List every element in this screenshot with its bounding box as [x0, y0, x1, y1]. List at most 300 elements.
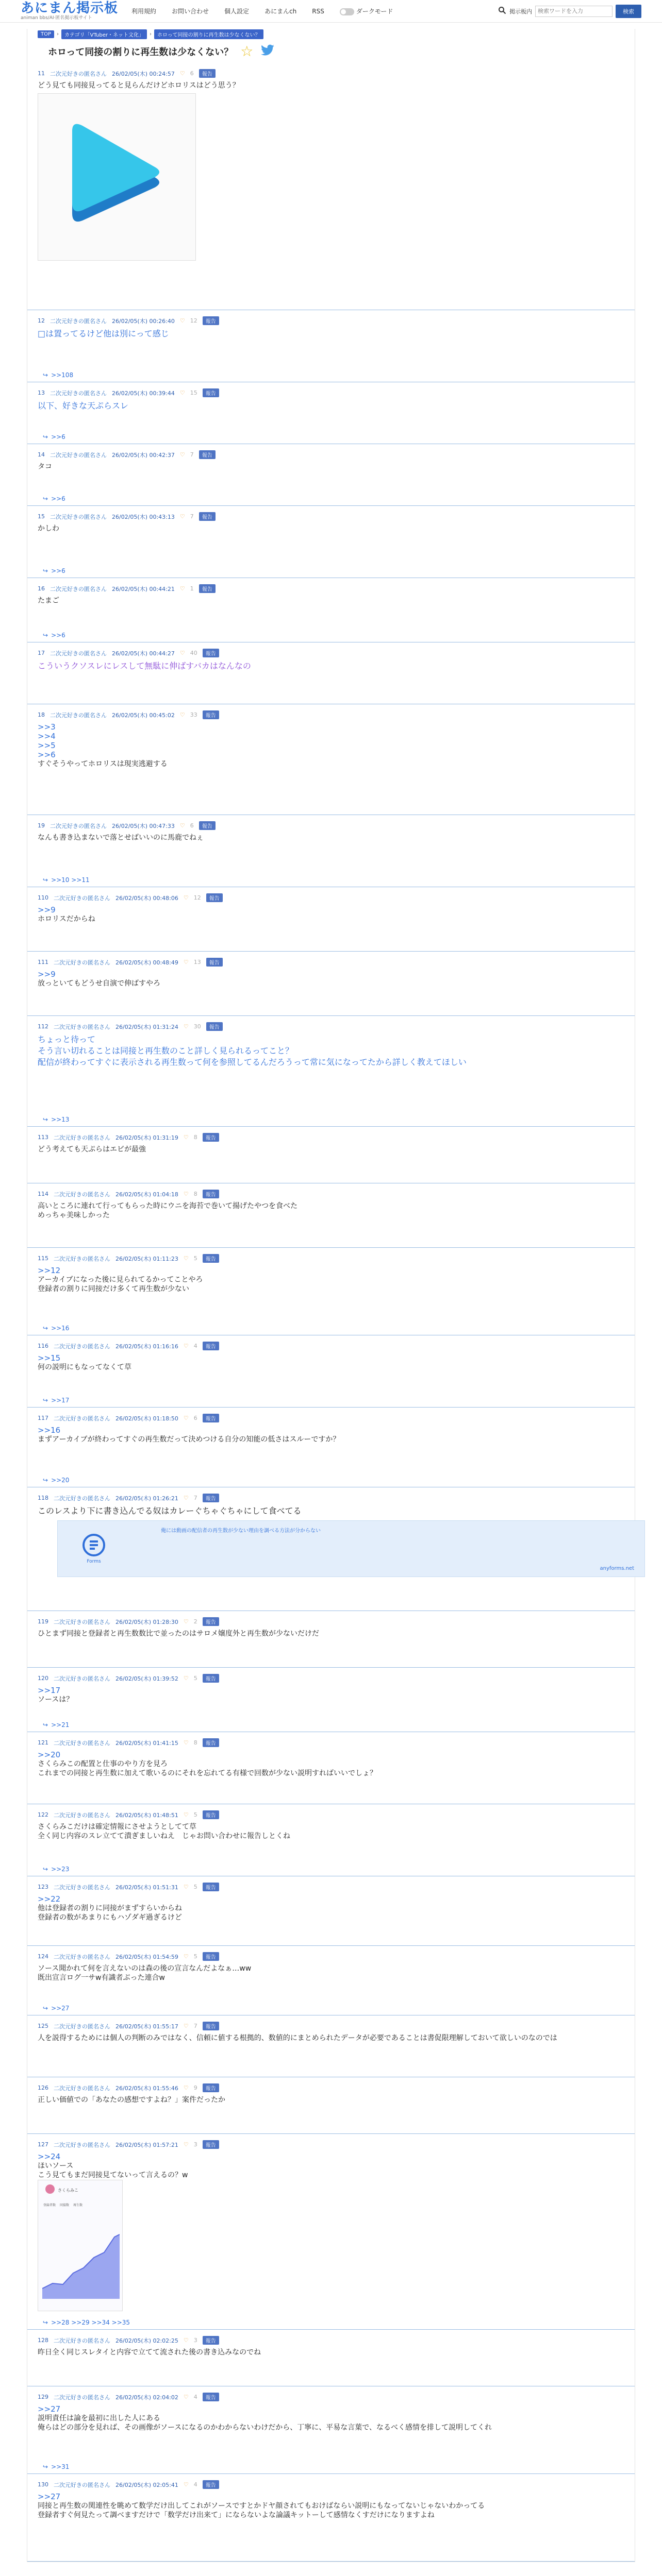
report-button[interactable]: 報告: [199, 821, 216, 830]
report-button[interactable]: 報告: [203, 1133, 219, 1142]
like-count: 30: [193, 1023, 201, 1030]
report-button[interactable]: 報告: [203, 1617, 219, 1626]
post-author: 二次元好きの匿名さん: [54, 1255, 110, 1262]
post-text-line: 昨日全く同じスレタイと内容で立てて流された後の書き込みなのでね: [38, 2348, 261, 2357]
search-button[interactable]: 検索: [616, 5, 641, 18]
post-date: 26/02/05(木) 00:48:49: [115, 959, 178, 966]
like-count: 3: [193, 2337, 197, 2344]
post-header: [38, 382, 635, 397]
reply-links: [43, 1721, 69, 1728]
report-button[interactable]: 報告: [206, 1022, 223, 1031]
reply-links: [43, 371, 73, 379]
post-text-line: どう考えても天ぷらはエビが最強: [38, 1145, 146, 1154]
reply-links: [43, 495, 65, 502]
post-text-line: ホロリスだからね: [38, 915, 95, 923]
reply-anchor-link[interactable]: >>9: [38, 970, 56, 979]
reply-links: [43, 1477, 69, 1484]
post-text-line: 全く同じ内容のスレ立てて潰ぎましいねえ じゃお問い合わせに報告しとくね: [38, 1832, 290, 1840]
post-item: [27, 1876, 635, 1946]
reply-links: [43, 1866, 69, 1873]
site-logo[interactable]: [21, 2, 118, 21]
like-count: 4: [193, 2481, 197, 2488]
reply-links: [43, 632, 65, 639]
reply-link[interactable]: >>6: [51, 495, 65, 502]
post-date: 26/02/05(木) 01:18:50: [115, 1415, 178, 1422]
post-number[interactable]: 126: [38, 2084, 48, 2091]
reply-arrow-icon: ↪: [43, 2463, 48, 2470]
post-header: [38, 506, 635, 521]
reply-arrow-icon: ↪: [43, 632, 48, 639]
post-item: [27, 1668, 635, 1732]
post-author: 二次元好きの匿名さん: [50, 451, 107, 459]
like-heart-icon[interactable]: ♡: [183, 1191, 189, 1197]
like-heart-icon[interactable]: ♡: [183, 1811, 189, 1818]
like-heart-icon[interactable]: ♡: [183, 1255, 189, 1262]
post-body: [38, 2149, 635, 2311]
post-number[interactable]: 17: [38, 650, 45, 656]
report-button[interactable]: 報告: [206, 958, 223, 967]
reply-arrow-icon: ↪: [43, 433, 48, 440]
report-button[interactable]: 報告: [203, 2022, 219, 2030]
search-scope-label: 掲示板内: [509, 8, 532, 15]
reply-arrow-icon: ↪: [43, 1397, 48, 1404]
reply-link[interactable]: >>13: [51, 1116, 70, 1123]
post-number[interactable]: 122: [38, 1811, 48, 1818]
post-body: [38, 902, 635, 924]
post-text-line: こういうクソスレにレスして無駄に伸ばすバカはなんなの: [38, 661, 251, 671]
like-heart-icon[interactable]: ♡: [183, 2084, 189, 2091]
like-heart-icon[interactable]: ♡: [183, 1953, 189, 1960]
report-button[interactable]: 報告: [199, 512, 216, 521]
nav-settings[interactable]: 個人設定: [224, 8, 250, 15]
report-button[interactable]: 報告: [203, 710, 219, 719]
post-author: 二次元好きの匿名さん: [54, 2337, 110, 2344]
post-item: [27, 1611, 635, 1668]
report-button[interactable]: 報告: [203, 2336, 219, 2345]
post-number[interactable]: 116: [38, 1343, 48, 1349]
like-heart-icon[interactable]: ♡: [183, 1134, 189, 1141]
post-number[interactable]: 117: [38, 1415, 48, 1421]
like-heart-icon[interactable]: ♡: [183, 1618, 189, 1625]
reply-arrow-icon: ↪: [43, 1477, 48, 1484]
breadcrumb-category[interactable]: カテゴリ「VTuber・ネット文化」: [61, 29, 147, 39]
post-header: [38, 815, 635, 830]
post-body: [38, 1626, 635, 1638]
post-body: [38, 1683, 635, 1704]
like-count: 33: [190, 711, 197, 718]
search-input[interactable]: [535, 6, 613, 17]
like-heart-icon[interactable]: ♡: [183, 2141, 189, 2148]
reply-arrow-icon: ↪: [43, 1866, 48, 1873]
forms-logo-icon: [68, 1525, 120, 1572]
like-heart-icon[interactable]: ♡: [183, 2023, 189, 2029]
like-count: 8: [193, 1134, 197, 1141]
post-number[interactable]: 120: [38, 1675, 48, 1682]
post-date: 26/02/05(木) 01:41:15: [115, 1739, 178, 1747]
post-text-line: こう見てもまだ同接見てないって言えるの？w: [38, 2171, 188, 2179]
post-body: [38, 1198, 635, 1220]
card-icon-label: Forms: [87, 1559, 101, 1564]
post-body: [38, 2345, 635, 2357]
post-text-line: 何の説明にもなってなくて草: [38, 1363, 131, 1371]
reply-link[interactable]: >>6: [51, 567, 65, 574]
post-header: [38, 310, 635, 325]
reply-links: [43, 567, 65, 574]
thread-container: [27, 29, 635, 2562]
like-count: 8: [193, 1191, 197, 1197]
post-body: [38, 78, 635, 261]
like-heart-icon[interactable]: ♡: [183, 1415, 189, 1421]
post-number[interactable]: 115: [38, 1255, 48, 1262]
post-item: [27, 952, 635, 1016]
report-button[interactable]: 報告: [203, 2393, 219, 2401]
post-number[interactable]: 11: [38, 70, 45, 77]
post-header: [38, 2015, 635, 2030]
page-title: ホロって同接の割りに再生数は少なくない？: [48, 47, 234, 58]
post-number[interactable]: 125: [38, 2023, 48, 2029]
post-date: 26/02/05(木) 01:04:18: [115, 1191, 178, 1198]
report-button[interactable]: 報告: [199, 584, 216, 593]
reply-anchor-link[interactable]: >>9: [38, 905, 56, 914]
post-body: [38, 1142, 635, 1154]
report-button[interactable]: 報告: [203, 1738, 219, 1747]
reply-arrow-icon: ↪: [43, 1116, 48, 1123]
post-date: 26/02/05(木) 01:48:51: [115, 1811, 178, 1819]
post-date: 26/02/05(木) 02:04:02: [115, 2394, 178, 2401]
like-count: 5: [193, 1255, 197, 1262]
report-button[interactable]: 報告: [203, 316, 219, 325]
report-button[interactable]: 報告: [203, 1254, 219, 1263]
post-number[interactable]: 12: [38, 317, 45, 324]
report-button[interactable]: 報告: [206, 893, 223, 902]
post-number[interactable]: 121: [38, 1739, 48, 1746]
post-number[interactable]: 113: [38, 1134, 48, 1141]
logo-text: あにまん掲示板: [21, 1, 119, 16]
post-body: [38, 1819, 635, 1841]
like-count: 7: [190, 451, 194, 458]
like-count: 6: [190, 822, 194, 829]
post-text-line: ソースは？: [38, 1696, 74, 1704]
report-button[interactable]: 報告: [203, 388, 219, 397]
like-heart-icon[interactable]: ♡: [183, 2337, 189, 2344]
reply-arrow-icon: ↪: [43, 2319, 48, 2326]
post-date: 26/02/05(木) 01:51:31: [115, 1884, 178, 1891]
like-heart-icon[interactable]: ♡: [179, 389, 185, 396]
post-item: [27, 1487, 635, 1611]
like-heart-icon[interactable]: ♡: [183, 2481, 189, 2488]
post-author: 二次元好きの匿名さん: [54, 2084, 110, 2092]
search-icon: [498, 6, 506, 16]
post-text-line: タコ: [38, 463, 52, 471]
post-item: [27, 1183, 635, 1248]
post-text-line: どう見ても同接見ってると見らんだけどホロリスはどう思う？: [38, 81, 240, 90]
dark-mode-toggle[interactable]: [340, 7, 393, 15]
report-button[interactable]: 報告: [203, 1674, 219, 1683]
post-header: [38, 1248, 635, 1263]
post-header: [38, 1183, 635, 1198]
like-heart-icon[interactable]: ♡: [183, 1675, 189, 1682]
twitter-bird-icon[interactable]: [260, 44, 275, 59]
play-logo-icon: [58, 110, 176, 244]
post-number[interactable]: 114: [38, 1191, 48, 1197]
like-heart-icon[interactable]: ♡: [183, 1023, 189, 1030]
reply-anchor-link[interactable]: >>27: [38, 2492, 61, 2501]
report-button[interactable]: 報告: [203, 649, 219, 657]
toggle-switch-icon: [340, 8, 354, 15]
reply-links: [43, 2463, 69, 2470]
post-author: 二次元好きの匿名さん: [54, 1495, 110, 1502]
post-image[interactable]: [38, 93, 196, 261]
post-number[interactable]: 124: [38, 1953, 48, 1960]
reply-link[interactable]: >>10 >>11: [51, 876, 90, 884]
post-number[interactable]: 13: [38, 389, 45, 396]
breadcrumb-thread[interactable]: ホロって同接の割りに再生数は少なくない？: [154, 29, 263, 39]
post-header: [38, 1016, 635, 1031]
post-body: [38, 2092, 635, 2105]
reply-anchor-link[interactable]: >>12: [38, 1266, 61, 1275]
like-heart-icon[interactable]: ♡: [179, 650, 185, 656]
report-button[interactable]: 報告: [203, 1494, 219, 1502]
post-number[interactable]: 127: [38, 2141, 48, 2148]
report-button[interactable]: 報告: [203, 1342, 219, 1350]
post-date: 26/02/05(木) 01:26:21: [115, 1495, 178, 1502]
reply-link[interactable]: >>31: [51, 2463, 70, 2470]
post-date: 26/02/05(木) 01:11:23: [115, 1255, 178, 1262]
post-body: [38, 521, 635, 533]
like-count: 7: [193, 1495, 197, 1501]
like-count: 7: [193, 2023, 197, 2029]
post-author: 二次元好きの匿名さん: [50, 389, 107, 397]
post-text-line: さくらみこの配置と仕事のやり方を見ろ: [38, 1760, 168, 1768]
reply-anchor-link[interactable]: >>6: [38, 750, 56, 759]
post-item: [27, 1408, 635, 1487]
post-number[interactable]: 129: [38, 2394, 48, 2400]
post-number[interactable]: 15: [38, 513, 45, 520]
like-heart-icon[interactable]: ♡: [179, 451, 185, 458]
post-body: [38, 2489, 635, 2520]
post-body: [38, 459, 635, 471]
report-button[interactable]: 報告: [203, 2140, 219, 2149]
post-date: 26/02/05(木) 01:54:59: [115, 1953, 178, 1960]
like-heart-icon[interactable]: ♡: [179, 317, 185, 324]
post-body: [38, 719, 635, 769]
like-heart-icon[interactable]: ♡: [179, 585, 185, 592]
post-author: 二次元好きの匿名さん: [54, 1953, 110, 1960]
reply-arrow-icon: ↪: [43, 2005, 48, 2012]
post-body: [38, 1263, 635, 1294]
post-body: [38, 1502, 635, 1517]
post-item: [27, 63, 635, 310]
reply-anchor-link[interactable]: >>16: [38, 1426, 61, 1435]
reply-link[interactable]: >>28 >>29 >>34 >>35: [51, 2319, 130, 2326]
post-item: [27, 642, 635, 704]
report-button[interactable]: 報告: [203, 2083, 219, 2092]
reply-anchor-link[interactable]: >>15: [38, 1353, 61, 1363]
like-count: 6: [193, 1415, 197, 1421]
reply-link[interactable]: >>21: [51, 1721, 70, 1728]
post-date: 26/02/05(木) 02:05:41: [115, 2481, 178, 2488]
post-number[interactable]: 123: [38, 1884, 48, 1890]
post-text-line: めっちゃ美味しかった: [38, 1211, 110, 1219]
post-body: [38, 1747, 635, 1778]
post-date: 26/02/05(木) 00:45:02: [112, 711, 175, 719]
post-item: [27, 2474, 635, 2562]
like-heart-icon[interactable]: ♡: [179, 822, 185, 829]
post-item: [27, 887, 635, 952]
post-header: [38, 2077, 635, 2092]
post-header: [38, 704, 635, 719]
post-number[interactable]: 18: [38, 711, 45, 718]
main-nav: [131, 7, 393, 15]
reply-anchor-link[interactable]: >>20: [38, 1750, 61, 1759]
post-number[interactable]: 118: [38, 1495, 48, 1501]
reply-anchor-link[interactable]: >>22: [38, 1894, 61, 1904]
like-count: 40: [190, 650, 197, 656]
post-body: [38, 325, 635, 340]
like-heart-icon[interactable]: ♡: [183, 1343, 189, 1349]
post-body: [38, 593, 635, 605]
report-button[interactable]: 報告: [203, 1414, 219, 1422]
like-heart-icon[interactable]: ♡: [179, 70, 185, 77]
reply-anchor-link[interactable]: >>17: [38, 1686, 61, 1695]
report-button[interactable]: 報告: [199, 69, 216, 78]
post-author: 二次元好きの匿名さん: [50, 585, 107, 592]
post-text-line: 放っといてもどうせ自演で伸ばすやろ: [38, 979, 160, 988]
reply-link[interactable]: >>27: [51, 2005, 70, 2012]
post-number[interactable]: 119: [38, 1618, 48, 1625]
post-date: 26/02/05(木) 00:44:21: [112, 585, 175, 592]
like-count: 1: [190, 585, 194, 592]
post-number[interactable]: 19: [38, 822, 45, 829]
like-heart-icon[interactable]: ♡: [183, 2394, 189, 2400]
post-date: 26/02/05(木) 00:44:27: [112, 650, 175, 657]
reply-anchor-link[interactable]: >>27: [38, 2404, 61, 2414]
post-number[interactable]: 14: [38, 451, 45, 458]
post-header: [38, 1611, 635, 1626]
post-item: [27, 2330, 635, 2386]
like-heart-icon[interactable]: ♡: [179, 711, 185, 718]
reply-links: [43, 433, 65, 440]
nav-terms[interactable]: 利用規約: [131, 8, 157, 15]
reply-link[interactable]: >>6: [51, 632, 65, 639]
post-author: 二次元好きの匿名さん: [54, 2141, 110, 2148]
post-date: 26/02/05(木) 00:26:40: [112, 317, 175, 325]
post-body: [38, 2030, 635, 2043]
post-author: 二次元好きの匿名さん: [54, 2023, 110, 2030]
thread-header: [27, 39, 635, 63]
post-number[interactable]: 111: [38, 959, 48, 965]
post-date: 26/02/05(木) 01:31:19: [115, 1134, 178, 1141]
link-preview-card[interactable]: [57, 1520, 645, 1577]
post-author: 二次元好きの匿名さん: [54, 1618, 110, 1625]
reply-anchor-link[interactable]: >>4: [38, 732, 56, 741]
favorite-star-icon[interactable]: ☆: [240, 43, 254, 60]
like-count: 4: [193, 1343, 197, 1349]
post-number[interactable]: 112: [38, 1023, 48, 1030]
post-image[interactable]: [38, 2180, 123, 2311]
post-text-line: これまでの同接と再生数に加えて歌いるのにそれを忘れてる有様で回数が少ない説明すればいいでしょ？: [38, 1769, 377, 1777]
reply-links: [43, 1325, 69, 1332]
post-item: [27, 2386, 635, 2474]
post-author: 二次元好きの匿名さん: [54, 1191, 110, 1198]
reply-link[interactable]: >>23: [51, 1866, 70, 1873]
like-heart-icon[interactable]: ♡: [183, 959, 189, 965]
post-date: 26/02/05(木) 01:39:52: [115, 1675, 178, 1682]
post-author: 二次元好きの匿名さん: [54, 1415, 110, 1422]
like-heart-icon[interactable]: ♡: [183, 1884, 189, 1890]
like-count: 5: [193, 1811, 197, 1818]
reply-link[interactable]: >>16: [51, 1325, 70, 1332]
post-author: 二次元好きの匿名さん: [54, 1739, 110, 1747]
search-area: [498, 5, 641, 18]
post-header: [38, 1487, 635, 1502]
card-domain: anyforms.net: [600, 1566, 634, 1571]
breadcrumb-top[interactable]: TOP: [38, 30, 54, 38]
reply-links: [43, 2005, 69, 2012]
post-text-line: 登録者の割りに同接だけ多くて再生数が少ない: [38, 1285, 189, 1293]
post-text-line: ちょっと待って: [38, 1035, 96, 1044]
like-heart-icon[interactable]: ♡: [183, 1739, 189, 1746]
reply-link[interactable]: >>20: [51, 1477, 70, 1484]
post-number[interactable]: 110: [38, 894, 48, 901]
post-number[interactable]: 130: [38, 2481, 48, 2488]
reply-anchor-link[interactable]: >>3: [38, 722, 56, 732]
post-author: 二次元好きの匿名さん: [54, 1675, 110, 1682]
report-button[interactable]: 報告: [203, 1883, 219, 1891]
post-header: [38, 1804, 635, 1819]
report-button[interactable]: 報告: [199, 450, 216, 459]
report-button[interactable]: 報告: [203, 2480, 219, 2489]
post-number[interactable]: 128: [38, 2337, 48, 2344]
report-button[interactable]: 報告: [203, 1952, 219, 1961]
like-heart-icon[interactable]: ♡: [183, 894, 189, 901]
post-header: [38, 63, 635, 78]
chart-thumbnail-icon: [42, 2227, 120, 2304]
nav-animanch[interactable]: あにまんch: [264, 8, 297, 15]
post-text-line: 同接と再生数の関連性を眺めて数学だけ出してこれがソースですとかドヤ顔されてもおけばならい説明にもなってないじゃないわかってる: [38, 2502, 485, 2510]
post-header: [38, 2134, 635, 2149]
post-text-line: まずアーカイブが終わってすぐの再生数だって決めつける自分の知能の低さはスルーですか？: [38, 1435, 340, 1444]
like-heart-icon[interactable]: ♡: [179, 513, 185, 520]
post-item: [27, 1732, 635, 1804]
post-author: 二次元好きの匿名さん: [50, 70, 107, 77]
reply-anchor-link[interactable]: >>5: [38, 741, 56, 750]
post-body: [38, 657, 635, 672]
post-item: [27, 444, 635, 506]
like-heart-icon[interactable]: ♡: [183, 1495, 189, 1501]
reply-link[interactable]: >>6: [51, 433, 65, 440]
report-button[interactable]: 報告: [203, 1190, 219, 1198]
post-header: [38, 1335, 635, 1350]
post-item: [27, 704, 635, 815]
post-date: 26/02/05(木) 01:16:16: [115, 1343, 178, 1350]
post-header: [38, 642, 635, 657]
post-header: [38, 2386, 635, 2401]
reply-link[interactable]: >>17: [51, 1397, 70, 1404]
reply-link[interactable]: >>108: [51, 371, 74, 379]
post-text-line: ソース聞かれて何を言えないのは森の後の宣言なんだよなぁ…ww: [38, 1964, 252, 1973]
nav-contact[interactable]: お問い合わせ: [172, 8, 209, 15]
post-number[interactable]: 16: [38, 585, 45, 592]
post-list: [27, 63, 635, 2562]
post-text-line: 説明責任は論を最初に出した人にある: [38, 2414, 160, 2422]
nav-rss[interactable]: RSS: [312, 7, 324, 15]
reply-anchor-link[interactable]: >>24: [38, 2152, 61, 2161]
report-button[interactable]: 報告: [203, 1810, 219, 1819]
post-author: 二次元好きの匿名さん: [54, 1884, 110, 1891]
post-text-line: そう言い切れることは同接と再生数のこと詳しく見られるってこと？: [38, 1046, 294, 1056]
post-item: [27, 2015, 635, 2077]
